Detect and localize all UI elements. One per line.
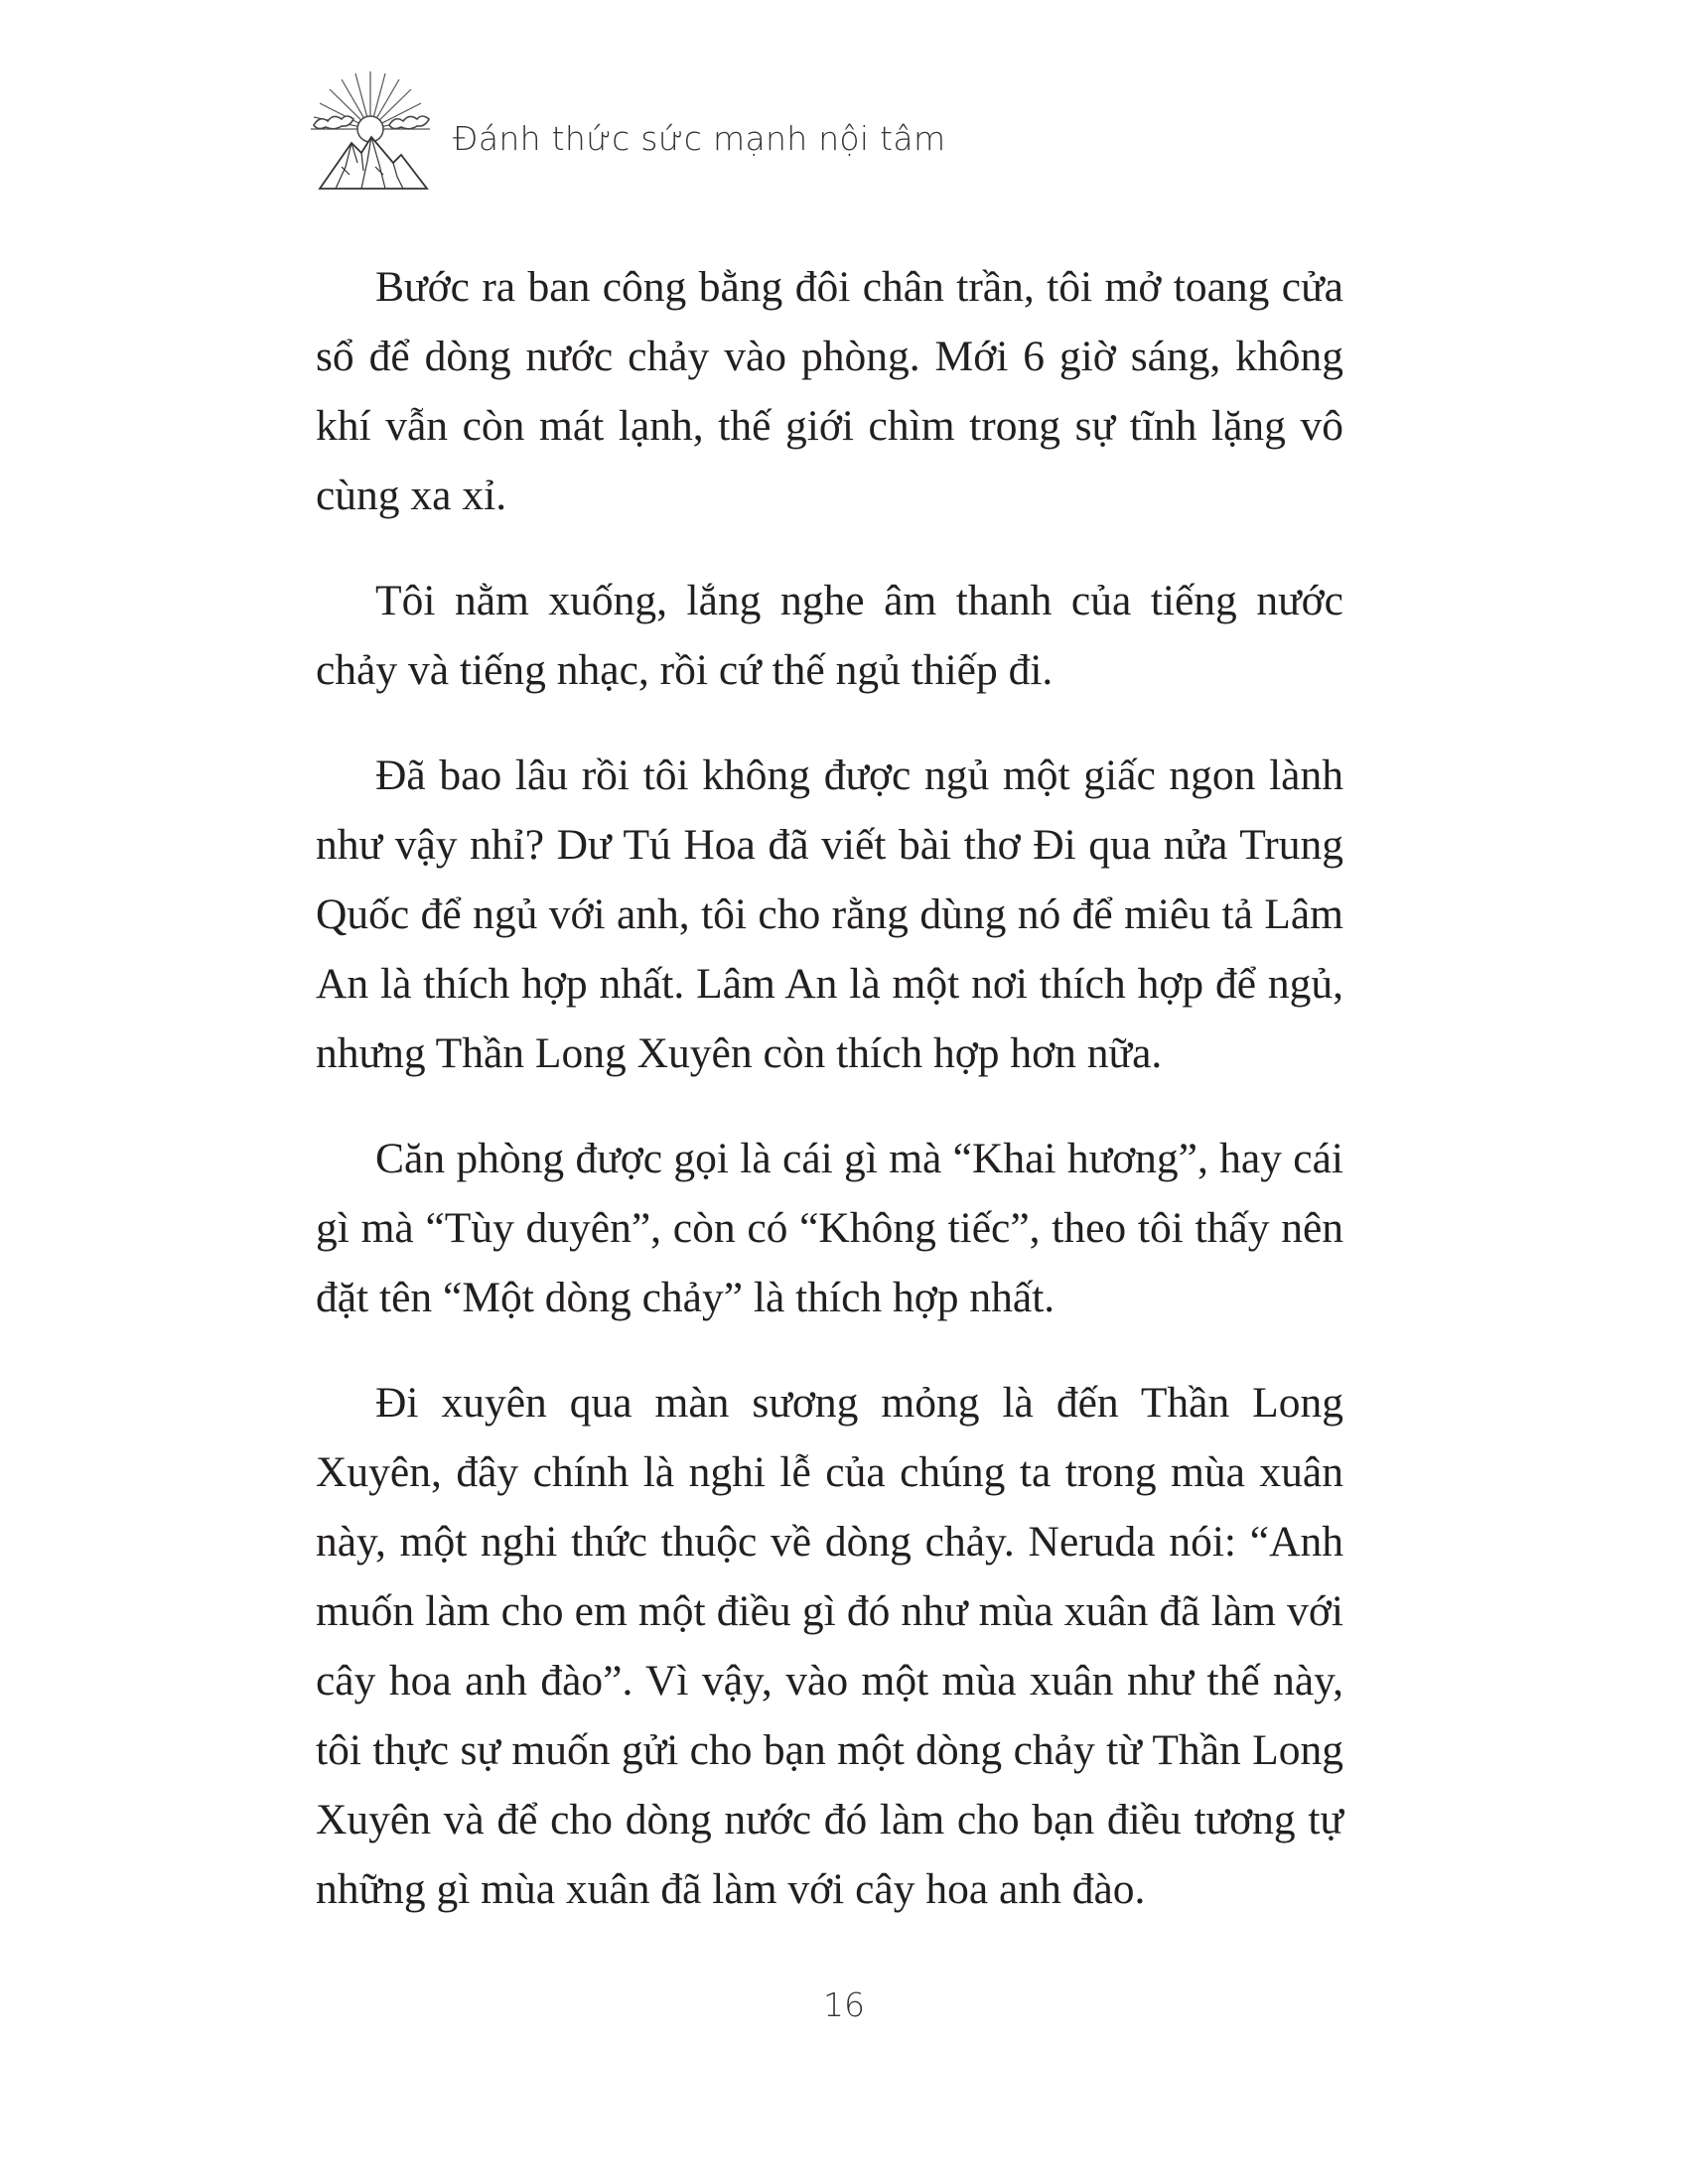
paragraph: Bước ra ban công bằng đôi chân trần, tôi mở toang cửa sổ để dòng nước chảy vào phòng. Mới 6 giờ sáng, không khí vẫn còn mát lạnh, thế giới chìm trong sự tĩnh lặng vô cùng xa xỉ. (316, 263, 1343, 519)
paragraph: Căn phòng được gọi là cái gì mà “Khai hương”, hay cái gì mà “Tùy duyên”, còn có “Không tiếc”, theo tôi thấy nên đặt tên “Một dòng chảy” là thích hợp nhất. (316, 1135, 1343, 1321)
page-header (306, 68, 1299, 197)
page-number: 16 (823, 1985, 865, 2024)
sunrise-mountain-icon (306, 68, 435, 197)
paragraph: Đi xuyên qua màn sương mỏng là đến Thần Long Xuyên, đây chính là nghi lễ của chúng ta trong mùa xuân này, một nghi thức thuộc về dòng chảy. Neruda nói: “Anh muốn làm cho em một điều gì đó như mùa xuân đã làm với cây hoa anh đào”. Vì vậy, vào một mùa xuân như thế này, tôi thực sự muốn gửi cho bạn một dòng chảy từ Thần Long Xuyên và để cho dòng nước đó làm cho bạn điều tương tự những gì mùa xuân đã làm với cây hoa anh đào. (316, 1379, 1343, 1913)
running-title: Đánh thức sức mạnh nội tâm (453, 119, 946, 158)
paragraph: Tôi nằm xuống, lắng nghe âm thanh của tiếng nước chảy và tiếng nhạc, rồi cứ thế ngủ thiếp đi. (316, 577, 1343, 694)
body-text (316, 252, 1343, 1960)
paragraph: Đã bao lâu rồi tôi không được ngủ một giấc ngon lành như vậy nhỉ? Dư Tú Hoa đã viết bài thơ Đi qua nửa Trung Quốc để ngủ với anh, tôi cho rằng dùng nó để miêu tả Lâm An là thích hợp nhất. Lâm An là một nơi thích hợp để ngủ, nhưng Thần Long Xuyên còn thích hợp hơn nữa. (316, 751, 1343, 1077)
